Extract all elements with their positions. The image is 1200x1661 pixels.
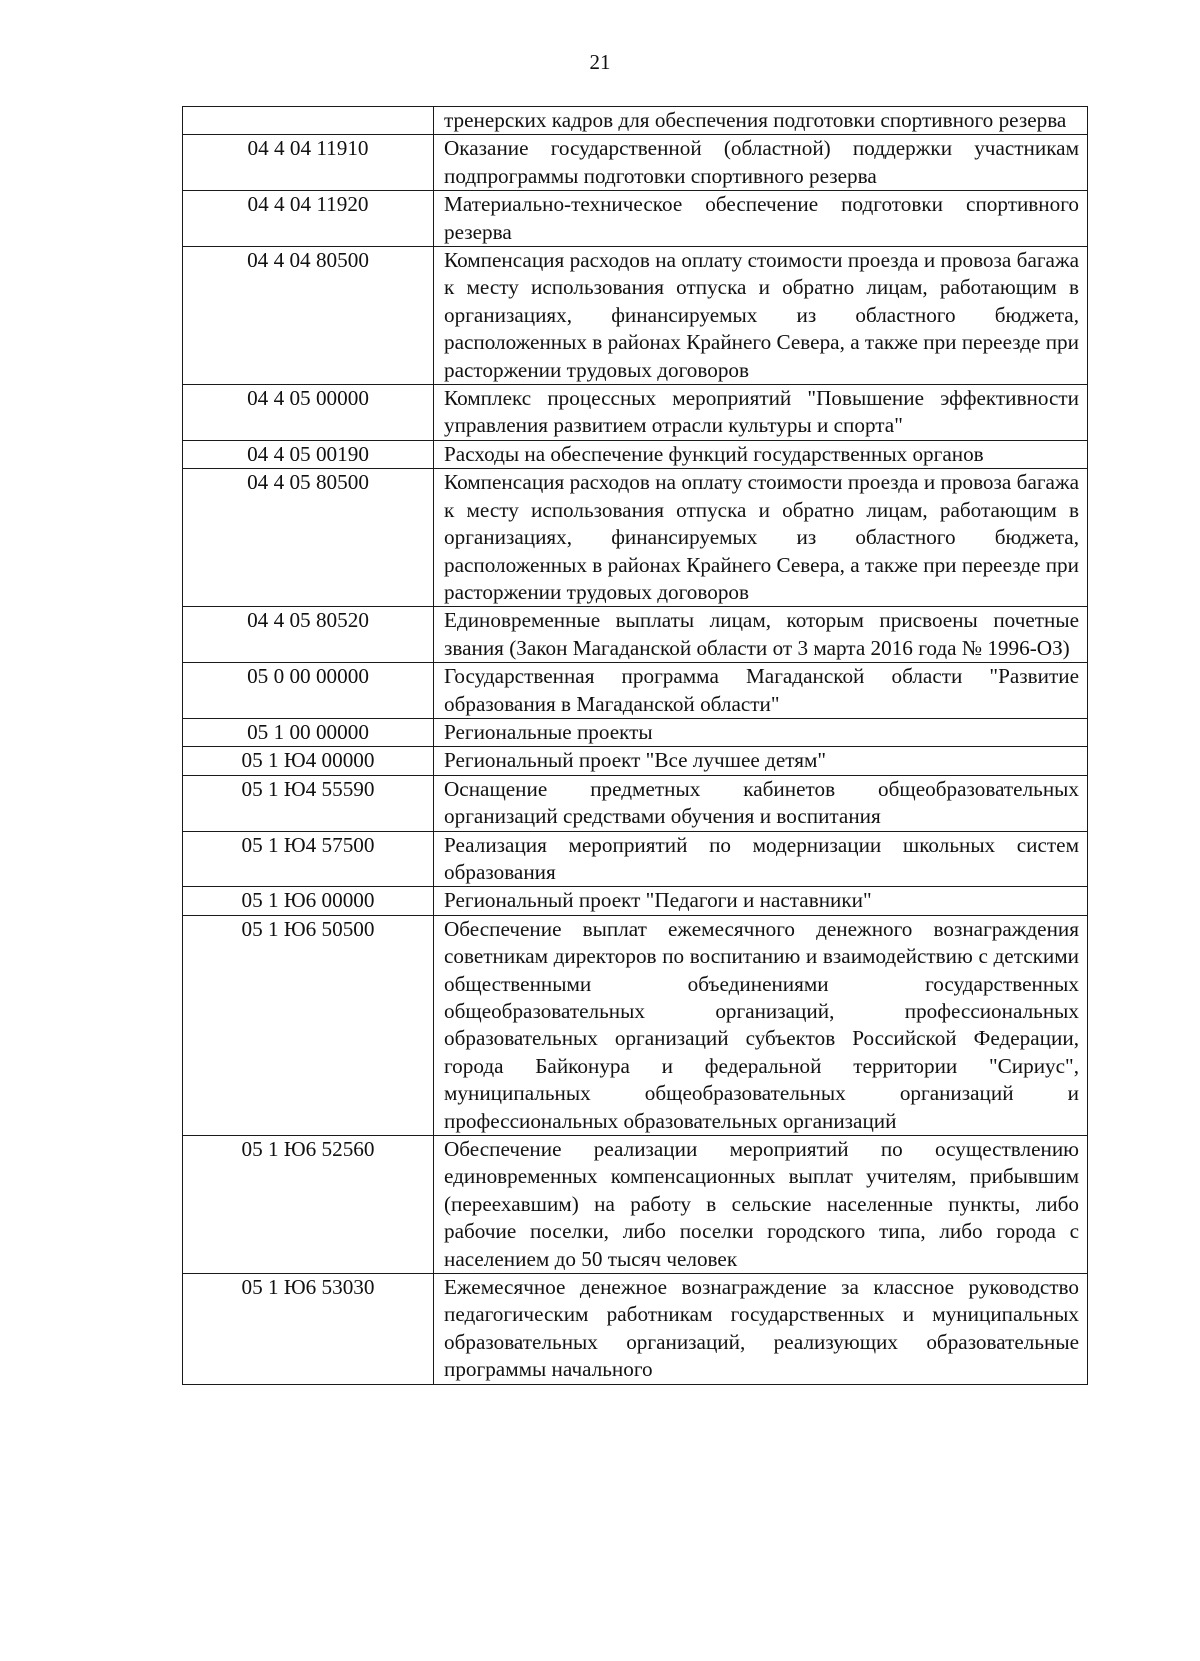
code-cell: 04 4 05 00000 bbox=[183, 385, 434, 441]
table-row bbox=[183, 663, 1088, 719]
table-row bbox=[183, 135, 1088, 191]
budget-classification-table bbox=[182, 106, 1088, 1385]
code-cell bbox=[183, 107, 434, 135]
table-row bbox=[183, 607, 1088, 663]
name-cell: Оснащение предметных кабинетов общеобразовательных организаций средствами обучения и воспитания bbox=[434, 775, 1088, 831]
name-cell: Региональные проекты bbox=[434, 718, 1088, 746]
name-cell: Комплекс процессных мероприятий "Повышение эффективности управления развитием отрасли культуры и спорта" bbox=[434, 385, 1088, 441]
code-cell: 04 4 04 80500 bbox=[183, 247, 434, 385]
code-cell: 05 1 Ю6 53030 bbox=[183, 1274, 434, 1385]
table-row bbox=[183, 191, 1088, 247]
code-cell: 04 4 05 80500 bbox=[183, 469, 434, 607]
name-cell: Единовременные выплаты лицам, которым присвоены почетные звания (Закон Магаданской области от 3 марта 2016 года № 1996-ОЗ) bbox=[434, 607, 1088, 663]
code-cell: 05 1 00 00000 bbox=[183, 718, 434, 746]
name-cell: Компенсация расходов на оплату стоимости проезда и провоза багажа к месту использования отпуска и обратно лицам, работающим в организациях, финансируемых из областного бюджета, расположенных в районах Крайнего Севера, а также при переезде при расторжении трудовых договоров bbox=[434, 247, 1088, 385]
table-row bbox=[183, 747, 1088, 775]
table-row bbox=[183, 247, 1088, 385]
name-cell: Обеспечение выплат ежемесячного денежного вознаграждения советникам директоров по воспитанию и взаимодействию с детскими общественными объединениями государственных общеобразовательных организаций, профессиональных образовательных организаций субъектов Российской Федерации, города Байконура и федеральной территории "Сириус", муниципальных общеобразовательных организаций и профессиональных образовательных организаций bbox=[434, 915, 1088, 1135]
table-row bbox=[183, 1136, 1088, 1274]
code-cell: 05 1 Ю6 00000 bbox=[183, 887, 434, 915]
name-cell: Компенсация расходов на оплату стоимости проезда и провоза багажа к месту использования отпуска и обратно лицам, работающим в организациях, финансируемых из областного бюджета, расположенных в районах Крайнего Севера, а также при переезде при расторжении трудовых договоров bbox=[434, 469, 1088, 607]
name-cell: Оказание государственной (областной) поддержки участникам подпрограммы подготовки спортивного резерва bbox=[434, 135, 1088, 191]
table-row bbox=[183, 887, 1088, 915]
code-cell: 04 4 05 80520 bbox=[183, 607, 434, 663]
table-row bbox=[183, 1274, 1088, 1385]
name-cell: Расходы на обеспечение функций государственных органов bbox=[434, 440, 1088, 468]
name-cell: Государственная программа Магаданской области "Развитие образования в Магаданской области" bbox=[434, 663, 1088, 719]
table-row bbox=[183, 915, 1088, 1135]
code-cell: 05 1 Ю4 55590 bbox=[183, 775, 434, 831]
code-cell: 04 4 05 00190 bbox=[183, 440, 434, 468]
table-row bbox=[183, 775, 1088, 831]
name-cell: Обеспечение реализации мероприятий по осуществлению единовременных компенсационных выплат учителям, прибывшим (переехавшим) на работу в сельские населенные пункты, либо рабочие поселки, либо поселки городского типа, либо города с населением до 50 тысяч человек bbox=[434, 1136, 1088, 1274]
table-row bbox=[183, 107, 1088, 135]
code-cell: 04 4 04 11920 bbox=[183, 191, 434, 247]
code-cell: 05 1 Ю6 52560 bbox=[183, 1136, 434, 1274]
table-row bbox=[183, 385, 1088, 441]
table-row bbox=[183, 831, 1088, 887]
name-cell: Реализация мероприятий по модернизации школьных систем образования bbox=[434, 831, 1088, 887]
code-cell: 04 4 04 11910 bbox=[183, 135, 434, 191]
code-cell: 05 0 00 00000 bbox=[183, 663, 434, 719]
name-cell: Ежемесячное денежное вознаграждение за классное руководство педагогическим работникам государственных и муниципальных образовательных организаций, реализующих образовательные программы начального bbox=[434, 1274, 1088, 1385]
code-cell: 05 1 Ю6 50500 bbox=[183, 915, 434, 1135]
table-body bbox=[183, 107, 1088, 1385]
code-cell: 05 1 Ю4 57500 bbox=[183, 831, 434, 887]
table-row bbox=[183, 718, 1088, 746]
name-cell: Региональный проект "Все лучшее детям" bbox=[434, 747, 1088, 775]
name-cell: Материально-техническое обеспечение подготовки спортивного резерва bbox=[434, 191, 1088, 247]
name-cell: тренерских кадров для обеспечения подготовки спортивного резерва bbox=[434, 107, 1088, 135]
table-row bbox=[183, 440, 1088, 468]
name-cell: Региональный проект "Педагоги и наставники" bbox=[434, 887, 1088, 915]
table-row bbox=[183, 469, 1088, 607]
code-cell: 05 1 Ю4 00000 bbox=[183, 747, 434, 775]
page-number: 21 bbox=[589, 50, 611, 74]
